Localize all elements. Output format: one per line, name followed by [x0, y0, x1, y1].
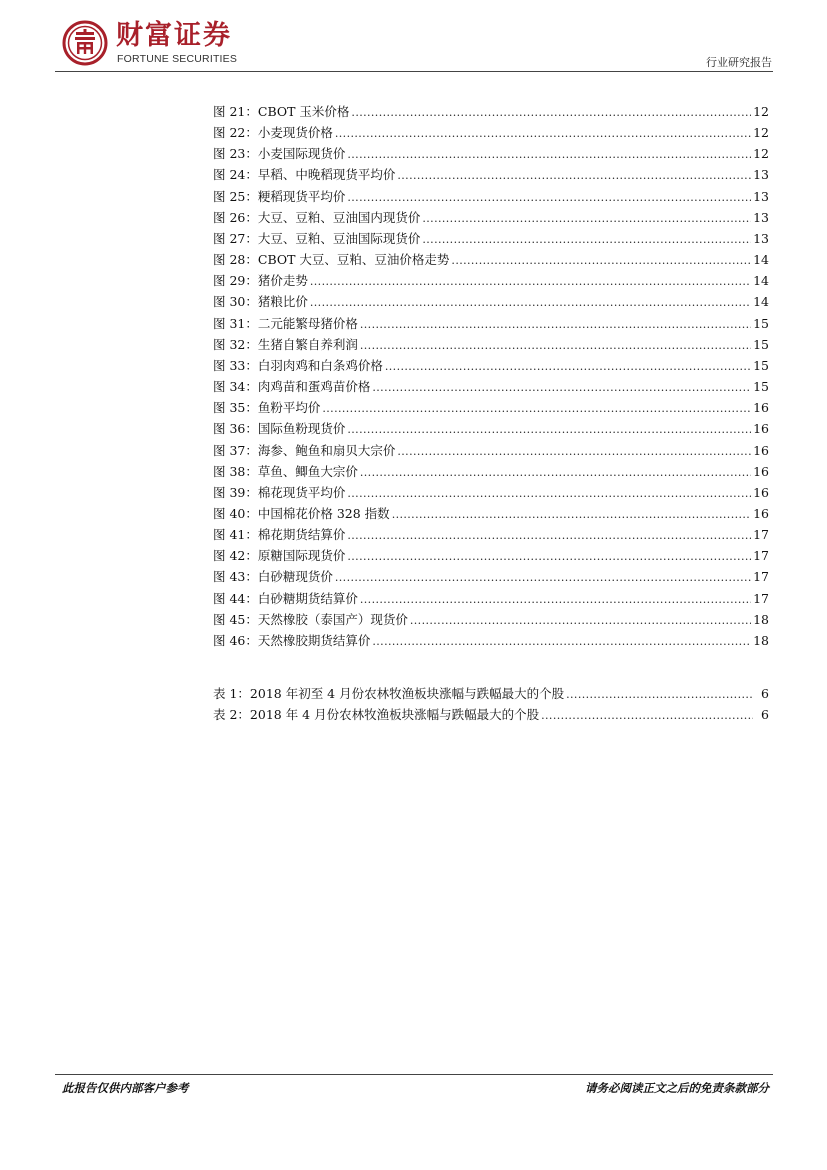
toc-entry[interactable] [213, 291, 769, 312]
toc-entry[interactable] [213, 376, 769, 397]
toc-entry-label: 图 41：棉花期货结算价 [213, 527, 346, 543]
toc-entry-label: 图 37：海参、鲍鱼和扇贝大宗价 [213, 442, 396, 458]
toc-entry-page-number: 16 [753, 463, 769, 479]
toc-dot-leader [541, 705, 753, 726]
toc-entry-label: 图 24：早稻、中晚稻现货平均价 [213, 167, 396, 183]
toc-entry-page-number: 14 [753, 252, 769, 268]
toc-entry-page-number: 18 [753, 632, 769, 648]
toc-entry[interactable] [213, 101, 769, 122]
toc-entry-page-number: 16 [753, 400, 769, 416]
toc-entry-label: 图 42：原糖国际现货价 [213, 548, 346, 564]
toc-entry-label: 图 26：大豆、豆粕、豆油国内现货价 [213, 209, 421, 225]
toc-dot-leader [335, 123, 751, 144]
toc-entry[interactable] [213, 143, 769, 164]
toc-entry-page-number: 14 [753, 273, 769, 289]
toc-dot-leader [392, 504, 751, 525]
toc-entry[interactable] [213, 397, 769, 418]
header-divider [55, 71, 773, 72]
toc-dot-leader [322, 398, 751, 419]
logo-english-name: FORTUNE SECURITIES [117, 53, 238, 65]
toc-entry[interactable] [213, 207, 769, 228]
toc-entry[interactable] [213, 588, 769, 609]
toc-entry-page-number: 14 [753, 294, 769, 310]
toc-dot-leader [422, 229, 751, 250]
toc-dot-leader [372, 377, 751, 398]
toc-entry-label: 图 33：白羽肉鸡和白条鸡价格 [213, 357, 383, 373]
toc-entry[interactable] [213, 503, 769, 524]
toc-entry[interactable] [213, 122, 769, 143]
toc-dot-leader [422, 208, 751, 229]
toc-dot-leader [360, 462, 751, 483]
footer-disclaimer-right: 请务必阅读正文之后的免责条款部分 [585, 1081, 769, 1095]
toc-entry-label: 图 35：鱼粉平均价 [213, 400, 321, 416]
toc-entry[interactable] [213, 440, 769, 461]
toc-dot-leader [351, 102, 751, 123]
toc-entry-page-number: 15 [753, 379, 769, 395]
toc-entry[interactable] [213, 482, 769, 503]
toc-entry-label: 图 38：草鱼、鲫鱼大宗价 [213, 463, 358, 479]
toc-entry-label: 图 27：大豆、豆粕、豆油国际现货价 [213, 230, 421, 246]
toc-entry-label: 图 25：粳稻现货平均价 [213, 188, 346, 204]
toc-dot-leader [347, 144, 751, 165]
toc-dot-leader [410, 610, 751, 631]
toc-entry[interactable] [213, 630, 769, 651]
page-header [62, 18, 772, 72]
toc-dot-leader [385, 356, 751, 377]
toc-entry-label: 图 44：白砂糖期货结算价 [213, 590, 358, 606]
toc-entry[interactable] [213, 418, 769, 439]
toc-entry-page-number: 13 [753, 167, 769, 183]
toc-entry-label: 图 36：国际鱼粉现货价 [213, 421, 346, 437]
toc-entry-page-number: 12 [753, 125, 769, 141]
toc-entry-page-number: 17 [753, 527, 769, 543]
toc-entry-label: 图 39：棉花现货平均价 [213, 484, 346, 500]
toc-entry-label: 图 29：猪价走势 [213, 273, 308, 289]
toc-entry[interactable] [213, 355, 769, 376]
toc-entry-page-number: 16 [753, 505, 769, 521]
toc-dot-leader [347, 419, 751, 440]
toc-entry-page-number: 6 [761, 707, 769, 723]
toc-entry-label: 图 40：中国棉花价格 328 指数 [213, 505, 390, 521]
toc-entry-label: 图 21：CBOT 玉米价格 [213, 104, 350, 119]
toc-dot-leader [360, 314, 751, 335]
toc-entry[interactable] [213, 609, 769, 630]
toc-dot-leader [347, 483, 751, 504]
footer-divider [55, 1074, 773, 1075]
toc-entry-page-number: 17 [753, 590, 769, 606]
toc-entry-page-number: 12 [753, 104, 769, 119]
logo-chinese-name: 财富证券 [116, 20, 232, 51]
toc-dot-leader [335, 567, 751, 588]
toc-entry[interactable] [213, 524, 769, 545]
toc-entry-page-number: 13 [753, 209, 769, 225]
toc-entry-page-number: 6 [761, 686, 769, 701]
toc-entry-page-number: 15 [753, 357, 769, 373]
toc-entry[interactable] [213, 228, 769, 249]
toc-entry-label: 图 23：小麦国际现货价 [213, 146, 346, 162]
toc-entry-page-number: 15 [753, 315, 769, 331]
toc-dot-leader [451, 250, 751, 271]
toc-entry-label: 图 46：天然橡胶期货结算价 [213, 632, 371, 648]
toc-entry[interactable] [213, 683, 769, 704]
fortune-securities-logo-icon [62, 20, 108, 66]
footer-disclaimer-left: 此报告仅供内部客户参考 [62, 1081, 189, 1095]
toc-entry[interactable] [213, 164, 769, 185]
toc-dot-leader [347, 546, 751, 567]
toc-entry-page-number: 12 [753, 146, 769, 162]
toc-dot-leader [372, 631, 751, 652]
table-list [213, 683, 769, 725]
toc-entry-label: 图 30：猪粮比价 [213, 294, 308, 310]
toc-entry-page-number: 13 [753, 230, 769, 246]
toc-entry[interactable] [213, 461, 769, 482]
toc-entry-label: 表 1：2018 年初至 4 月份农林牧渔板块涨幅与跌幅最大的个股 [213, 686, 565, 701]
toc-entry[interactable] [213, 566, 769, 587]
toc-dot-leader [310, 271, 751, 292]
toc-dot-leader [397, 165, 751, 186]
toc-dot-leader [360, 335, 751, 356]
toc-dot-leader [397, 441, 751, 462]
toc-dot-leader [360, 589, 751, 610]
toc-entry[interactable] [213, 186, 769, 207]
toc-entry-label: 图 34：肉鸡苗和蛋鸡苗价格 [213, 379, 371, 395]
toc-entry-label: 图 43：白砂糖现货价 [213, 569, 333, 585]
toc-entry-page-number: 15 [753, 336, 769, 352]
toc-entry-label: 图 28：CBOT 大豆、豆粕、豆油价格走势 [213, 252, 450, 268]
toc-dot-leader [347, 525, 751, 546]
toc-dot-leader [347, 187, 751, 208]
toc-entry-page-number: 18 [753, 611, 769, 627]
toc-dot-leader [310, 292, 751, 313]
toc-entry-label: 图 45：天然橡胶（泰国产）现货价 [213, 611, 408, 627]
toc-dot-leader [566, 684, 753, 705]
toc-entry-page-number: 13 [753, 188, 769, 204]
report-type-label: 行业研究报告 [706, 56, 772, 69]
toc-entry[interactable] [213, 270, 769, 291]
toc-entry-page-number: 16 [753, 484, 769, 500]
toc-entry[interactable] [213, 334, 769, 355]
toc-entry[interactable] [213, 704, 769, 725]
figure-list [213, 101, 769, 651]
toc-entry-label: 表 2：2018 年 4 月份农林牧渔板块涨幅与跌幅最大的个股 [213, 707, 540, 723]
toc-entry[interactable] [213, 545, 769, 566]
toc-entry-page-number: 16 [753, 421, 769, 437]
toc-entry[interactable] [213, 249, 769, 270]
toc-entry[interactable] [213, 313, 769, 334]
toc-entry-label: 图 22：小麦现货价格 [213, 125, 333, 141]
toc-entry-page-number: 17 [753, 548, 769, 564]
toc-entry-page-number: 17 [753, 569, 769, 585]
toc-entry-label: 图 32：生猪自繁自养利润 [213, 336, 358, 352]
toc-entry-page-number: 16 [753, 442, 769, 458]
toc-entry-label: 图 31：二元能繁母猪价格 [213, 315, 358, 331]
